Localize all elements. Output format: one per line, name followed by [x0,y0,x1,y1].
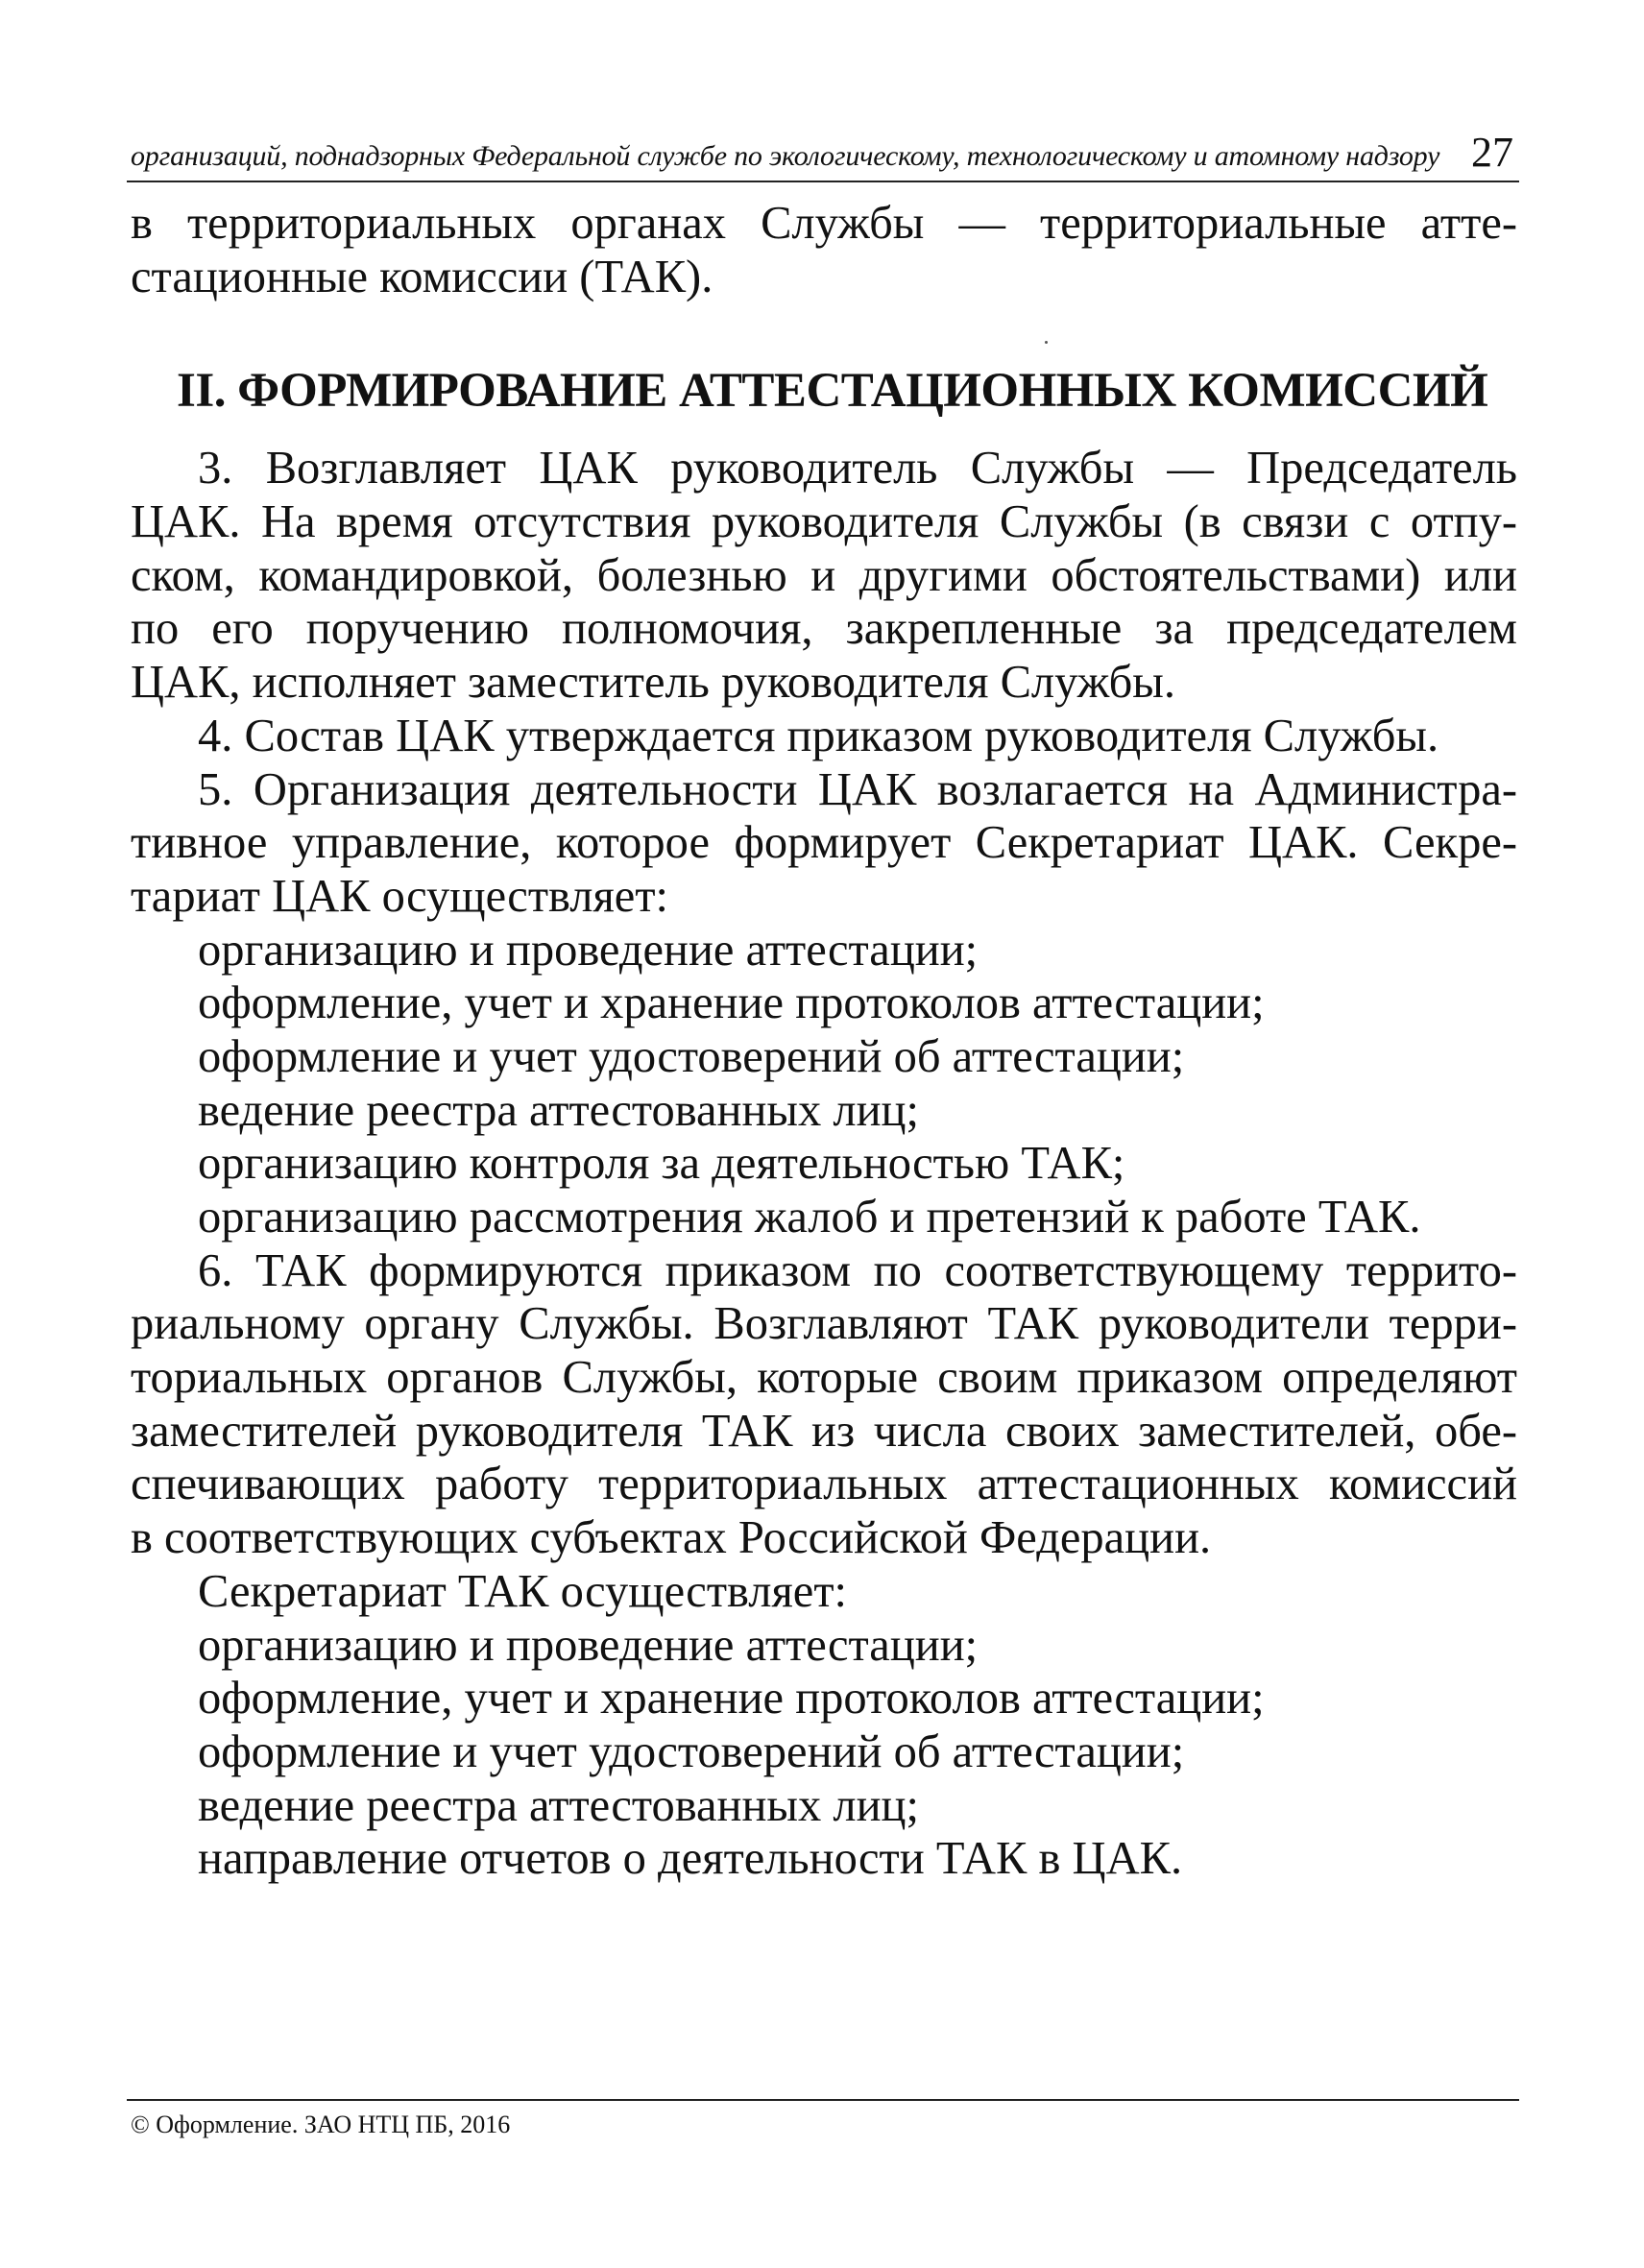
list-item: организацию и проведение аттестации; [198,924,979,976]
text-line: в территориальных органах Службы — территориальные атте- [131,198,1517,249]
list-item: оформление и учет удостоверений об аттестации; [198,1030,1185,1082]
list-item: направление отчетов о деятельности ТАК в ЦАК. [198,1833,1183,1885]
paragraph-3-line: ЦАК, исполняет заместитель руководителя Службы. [131,657,1176,709]
paragraph-5-line: тариат ЦАК осуществляет: [131,870,668,922]
paragraph-3-line: 3. Возглавляет ЦАК руководитель Службы — Председатель [198,443,1517,495]
list-item: организацию и проведение аттестации; [198,1619,979,1671]
paragraph-5-line: 5. Организация деятельности ЦАК возлагается на Администра- [198,763,1517,815]
section-heading: II. ФОРМИРОВАНИЕ АТТЕСТАЦИОННЫХ КОМИССИЙ [177,364,1488,419]
paragraph-3-line: ЦАК. На время отсутствия руководителя Службы (в связи с отпу- [131,496,1517,548]
copyright-text: © Оформление. ЗАО НТЦ ПБ, 2016 [131,2111,511,2138]
paragraph-6-line: ториальных органов Службы, которые своим приказом определяют [131,1352,1517,1404]
document-body [131,197,1517,1886]
running-title: организаций, поднадзорных Федеральной службе по экологическому, технологическому и атомному надзору [131,140,1440,172]
list-item: организацию рассмотрения жалоб и претензий к работе ТАК. [198,1192,1421,1243]
paragraph-3-line: ском, командировкой, болезнью и другими обстоятельствами) или [131,549,1517,601]
running-header [127,123,1519,182]
paragraph-5-line: тивное управление, которое формирует Секретариат ЦАК. Секре- [131,817,1517,869]
paragraph-3-line: по его поручению полномочия, закрепленные за председателем [131,603,1517,655]
text-line: стационные комиссии (ТАК). [131,251,713,302]
paragraph-4-line: 4. Состав ЦАК утверждается приказом руководителя Службы. [198,710,1439,761]
list-item: ведение реестра аттестованных лиц; [198,1779,919,1831]
paragraph-6-line: в соответствующих субъектах Российской Федерации. [131,1512,1212,1564]
page-footer [127,2099,1519,2138]
paragraph-6-line: спечивающих работу территориальных аттестационных комиссий [131,1459,1517,1510]
list-item: оформление, учет и хранение протоколов аттестации; [198,1673,1265,1725]
paragraph-line: Секретариат ТАК осуществляет: [198,1565,847,1617]
list-item: ведение реестра аттестованных лиц; [198,1084,919,1136]
paragraph-6-line: риальному органу Службы. Возглавляют ТАК руководители терри- [131,1298,1517,1350]
list-item: оформление и учет удостоверений об аттестации; [198,1725,1185,1777]
list-item: организацию контроля за деятельностью ТАК; [198,1138,1125,1190]
paragraph-6-line: 6. ТАК формируются приказом по соответствующему террито- [198,1244,1517,1296]
paragraph-6-line: заместителей руководителя ТАК из числа своих заместителей, обе- [131,1405,1517,1457]
page-number: 27 [1471,129,1513,176]
list-item: оформление, учет и хранение протоколов аттестации; [198,977,1265,1029]
